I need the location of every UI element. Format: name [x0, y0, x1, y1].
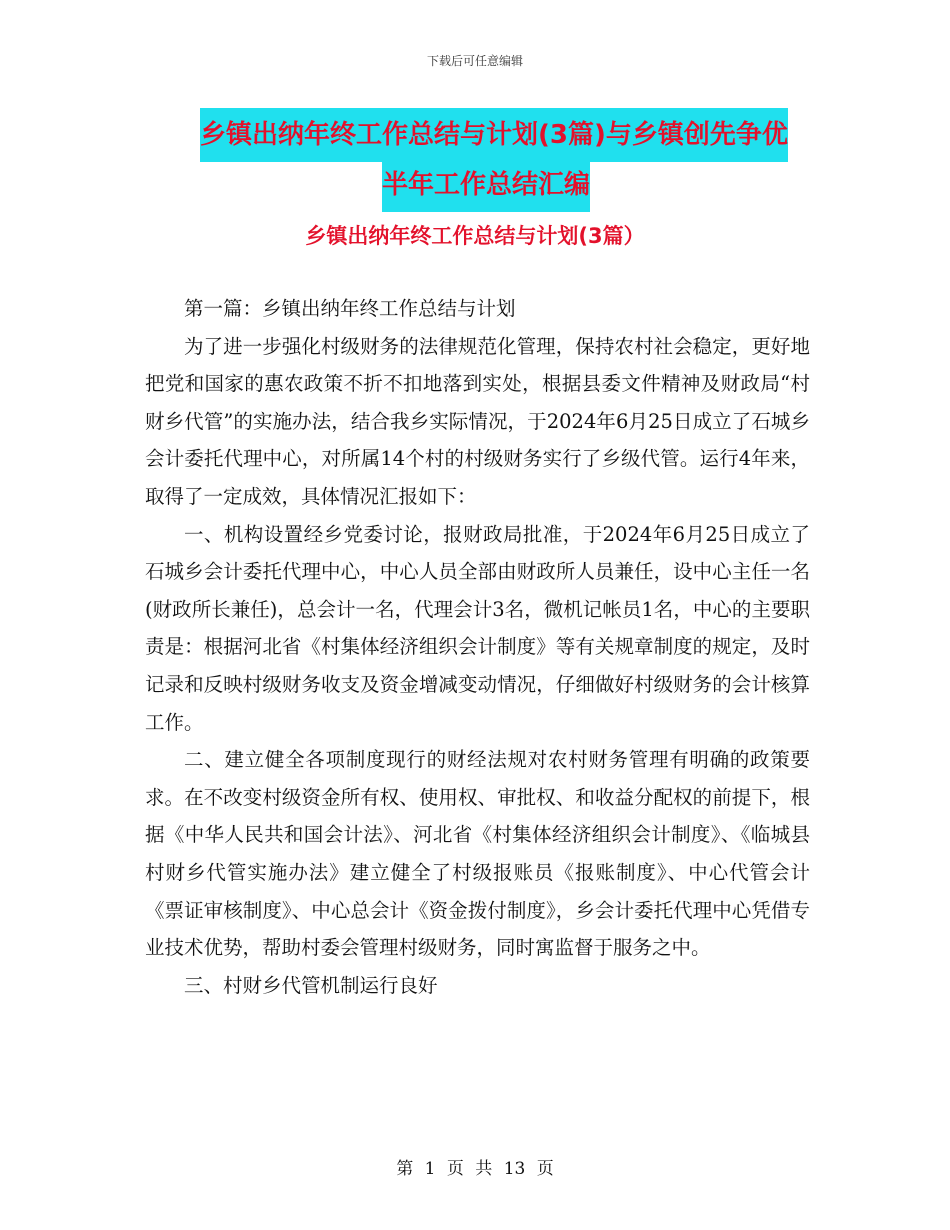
document-body — [145, 290, 810, 1004]
document-title-line-2: 半年工作总结汇编 — [382, 158, 590, 212]
paragraph: 三、村财乡代管机制运行良好 — [184, 973, 438, 997]
section-title: 乡镇出纳年终工作总结与计划(3篇） — [305, 224, 645, 248]
paragraph: 二、建立健全各项制度现行的财经法规对农村财务管理有明确的政策要求。在不改变村级资金所有权、使用权、审批权、和收益分配权的前提下，根据《中华人民共和国会计法》、河北省《村集体经济组织会计制度》、《临城县村财乡代管实施办法》建立健全了村级报账员《报账制度》、中心代管会计《票证审核制度》、中心总会计《资金拨付制度》，乡会计委托代理中心凭借专业技术优势，帮助村委会管理村级财务，同时寓监督于服务之中。 — [145, 748, 810, 960]
paragraph: 第一篇：乡镇出纳年终工作总结与计划 — [184, 297, 516, 320]
paragraph: 一、机构设置经乡党委讨论，报财政局批准，于2024年6月25日成立了石城乡会计委托代理中心，中心人员全部由财政所人员兼任，设中心主任一名(财政所长兼任)，总会计一名，代理会计3名，微机记帐员1名，中心的主要职责是：根据河北省《村集体经济组织会计制度》等有关规章制度的规定，及时记录和反映村级财务收支及资金增减变动情况，仔细做好村级财务的会计核算工作。 — [145, 522, 810, 734]
paragraph: 为了进一步强化村级财务的法律规范化管理，保持农村社会稳定，更好地把党和国家的惠农政策不折不扣地落到实处，根据县委文件精神及财政局“村财乡代管”的实施办法，结合我乡实际情况，于2024年6月25日成立了石城乡会计委托代理中心，对所属14个村的村级财务实行了乡级代管。运行4年来，取得了一定成效，具体情况汇报如下： — [145, 334, 810, 508]
page-header-note: 下载后可任意编辑 — [426, 54, 523, 68]
page-footer: 第 1 页 共 13 页 — [396, 1159, 554, 1179]
document-title-line-1: 乡镇出纳年终工作总结与计划(3篇)与乡镇创先争优 — [200, 108, 788, 162]
